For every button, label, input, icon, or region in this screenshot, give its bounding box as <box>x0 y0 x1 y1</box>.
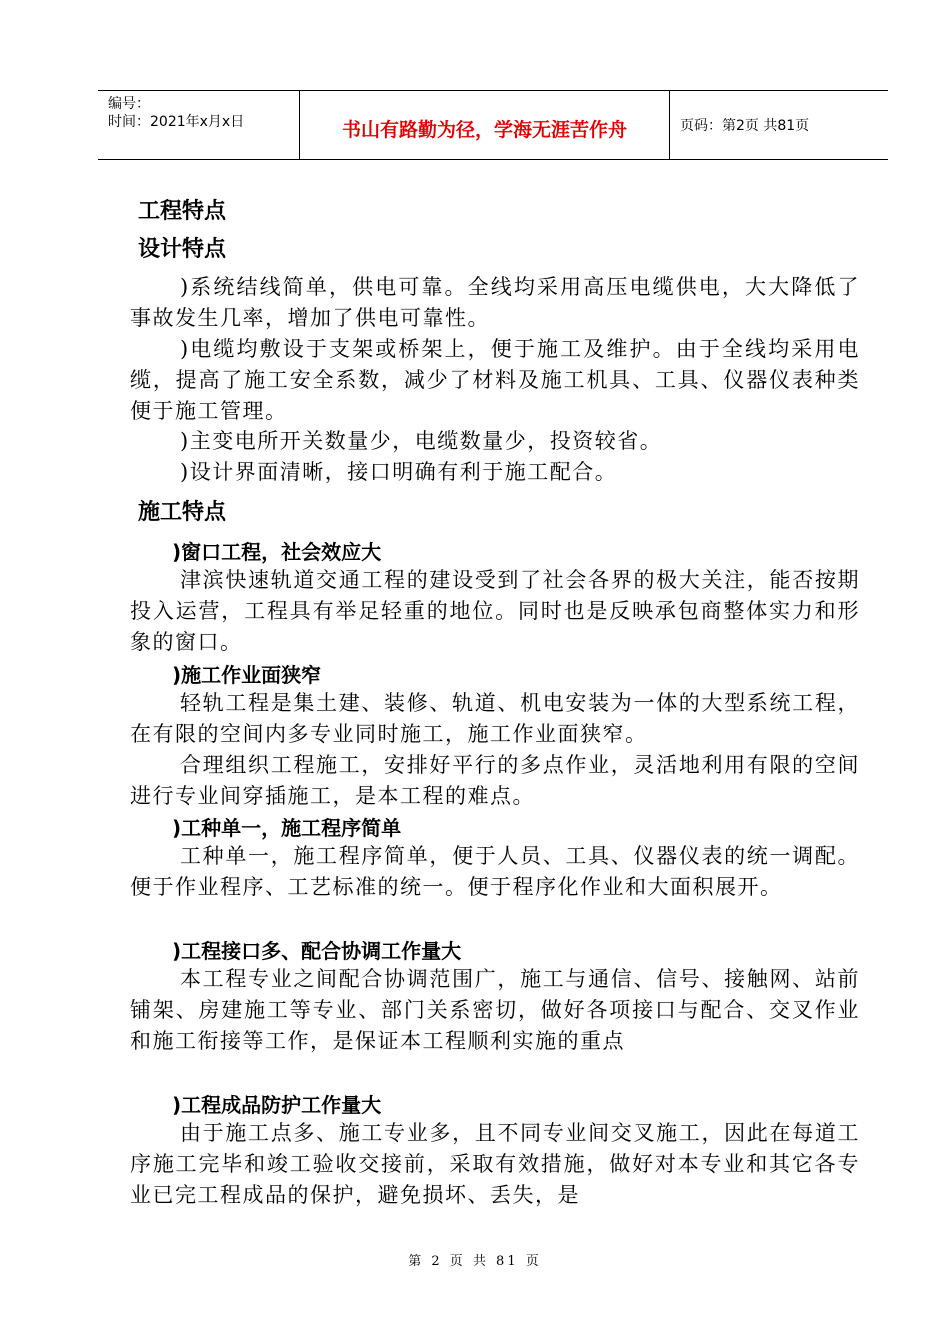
header-meta-cell <box>98 91 300 159</box>
construction-text-5: 由于施工点多、施工专业多，且不同专业间交叉施工，因此在每道工序施工完毕和竣工验收交接前，采取有效措施，做好对本专业和其它各专业已完工程成品的保护，避免损坏、丢失，是 <box>130 1121 860 1207</box>
design-item-4: )设计界面清晰，接口明确有利于施工配合。 <box>180 460 618 484</box>
heading-engineering: 工程特点 <box>138 199 227 224</box>
header-page-cell <box>670 91 888 159</box>
construction-text-2a: 轻轨工程是集土建、装修、轨道、机电安装为一体的大型系统工程，在有限的空间内多专业同时施工，施工作业面狭窄。 <box>130 691 860 746</box>
construction-text-3: 工种单一，施工程序简单，便于人员、工具、仪器仪表的统一调配。便于作业程序、工艺标准的统一。便于程序化作业和大面积展开。 <box>130 844 860 899</box>
construction-title-4: )工程接口多、配合协调工作量大 <box>172 939 462 963</box>
construction-text-1: 津滨快速轨道交通工程的建设受到了社会各界的极大关注，能否按期投入运营，工程具有举足轻重的地位。同时也是反映承包商整体实力和形象的窗口。 <box>130 568 860 654</box>
time-label: 时间：2021年x月x日 <box>108 114 245 130</box>
header-page-info: 页码：第2页 共81页 <box>680 118 810 134</box>
serial-label: 编号： <box>108 96 150 112</box>
heading-design: 设计特点 <box>138 237 227 262</box>
header-motto: 书山有路勤为径，学海无涯苦作舟 <box>341 119 627 141</box>
header-motto-cell <box>300 91 670 159</box>
construction-text-2b: 合理组织工程施工，安排好平行的多点作业，灵活地利用有限的空间进行专业间穿插施工，是本工程的难点。 <box>130 753 860 808</box>
construction-title-1: )窗口工程，社会效应大 <box>172 540 382 564</box>
page-footer: 第 2 页 共 81 页 <box>408 1254 542 1269</box>
design-item-2: )电缆均敷设于支架或桥架上，便于施工及维护。由于全线均采用电缆，提高了施工安全系数，减少了材料及施工机具、工具、仪器仪表种类便于施工管理。 <box>130 337 860 423</box>
design-item-1: )系统结线简单，供电可靠。全线均采用高压电缆供电，大大降低了事故发生几率，增加了供电可靠性。 <box>130 275 860 330</box>
construction-title-3: )工种单一，施工程序简单 <box>172 816 402 840</box>
heading-construction: 施工特点 <box>138 500 227 525</box>
construction-text-4: 本工程专业之间配合协调范围广，施工与通信、信号、接触网、站前铺架、房建施工等专业、部门关系密切，做好各项接口与配合、交叉作业和施工衔接等工作，是保证本工程顺利实施的重点 <box>130 967 860 1053</box>
construction-title-5: )工程成品防护工作量大 <box>172 1093 382 1117</box>
construction-title-2: )施工作业面狭窄 <box>172 663 322 687</box>
page-header <box>98 90 888 160</box>
design-item-3: )主变电所开关数量少，电缆数量少，投资较省。 <box>180 429 663 453</box>
